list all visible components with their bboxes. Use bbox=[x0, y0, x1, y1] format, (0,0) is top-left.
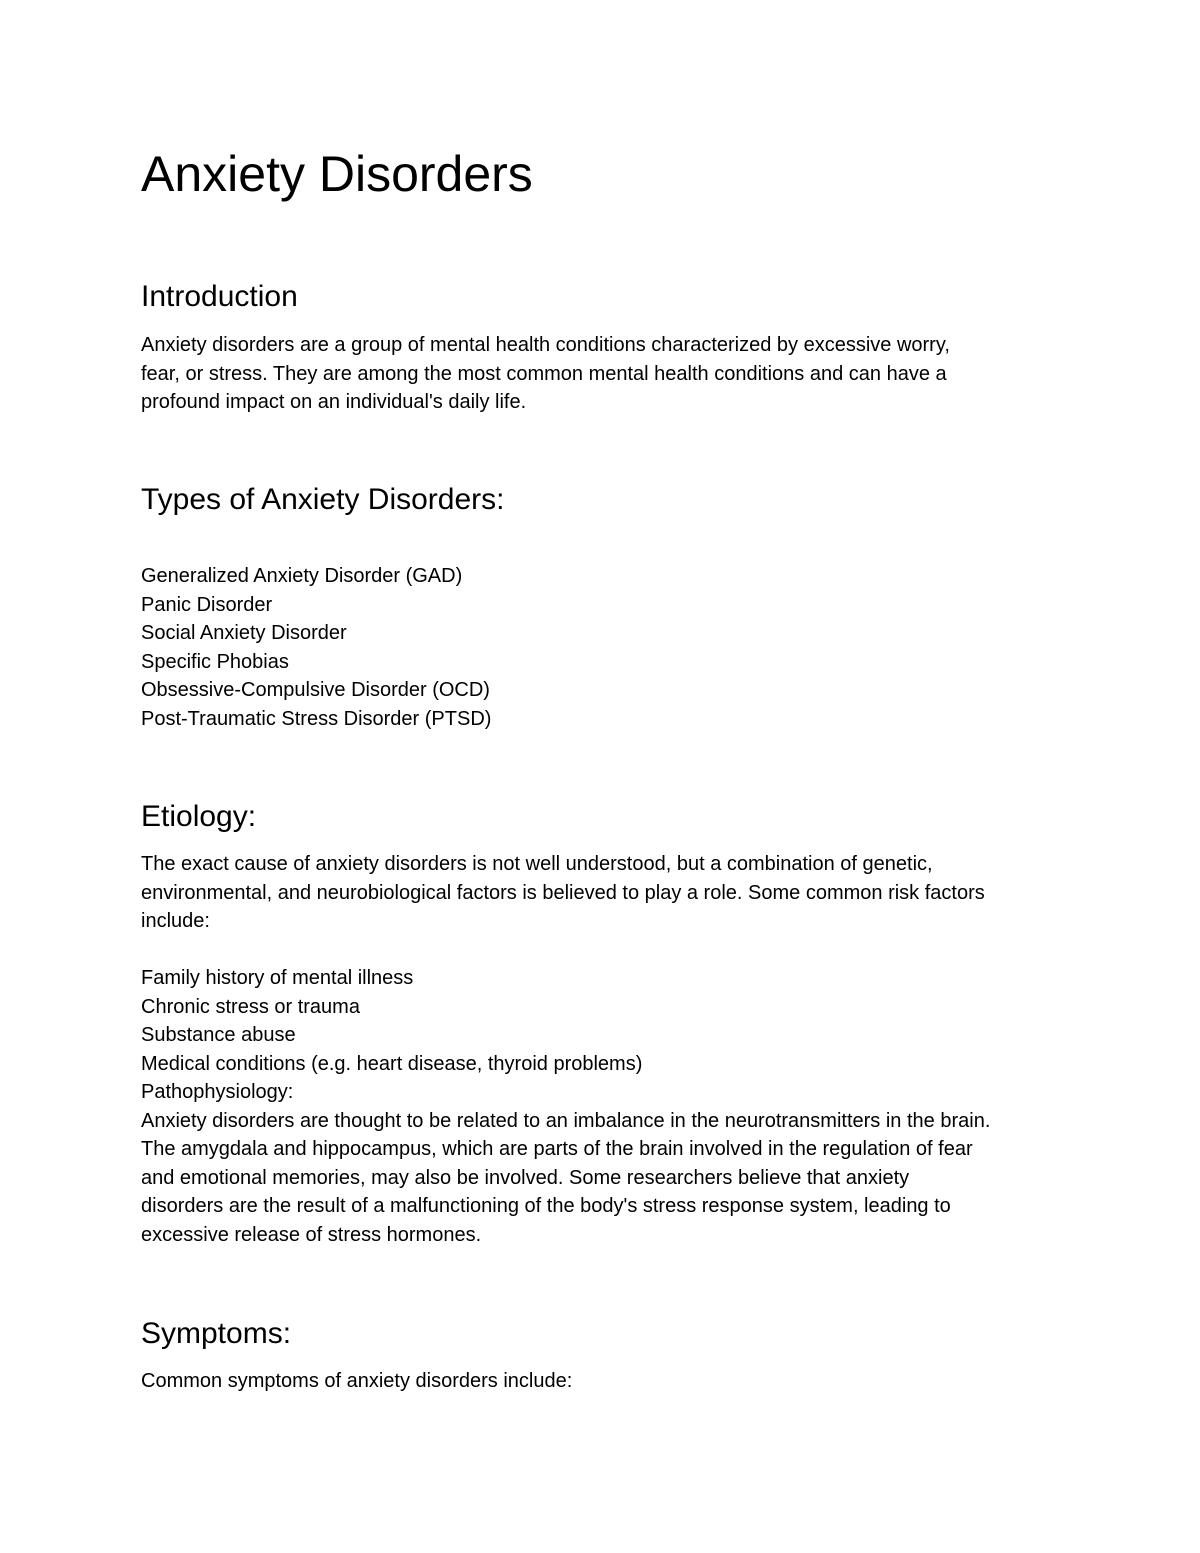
list-item: Generalized Anxiety Disorder (GAD) bbox=[141, 565, 463, 587]
list-item: Panic Disorder bbox=[141, 593, 273, 616]
introduction-paragraph bbox=[141, 331, 950, 417]
pathophysiology-line: disorders are the result of a malfunctioning of the body's stress response system, leading to bbox=[141, 1195, 951, 1218]
pathophysiology-line: and emotional memories, may also be involved. Some researchers believe that anxiety bbox=[141, 1166, 910, 1189]
pathophysiology-line: Anxiety disorders are thought to be related to an imbalance in the neurotransmitters in the brain. bbox=[141, 1109, 991, 1132]
etiology-line: environmental, and neurobiological factors is believed to play a role. Some common risk factors bbox=[141, 881, 985, 904]
types-heading: Types of Anxiety Disorders: bbox=[141, 483, 505, 516]
list-item: Post-Traumatic Stress Disorder (PTSD) bbox=[141, 707, 492, 730]
list-item: Family history of mental illness bbox=[141, 967, 414, 989]
pathophysiology-paragraph bbox=[141, 1078, 990, 1250]
pathophysiology-line: The amygdala and hippocampus, which are parts of the brain involved in the regulation of fear bbox=[141, 1138, 973, 1161]
list-item: Obsessive-Compulsive Disorder (OCD) bbox=[141, 679, 490, 702]
list-item: Chronic stress or trauma bbox=[141, 995, 360, 1018]
document-title: Anxiety Disorders bbox=[141, 146, 533, 202]
introduction-line: fear, or stress. They are among the most common mental health conditions and can have a bbox=[141, 362, 947, 385]
etiology-line: The exact cause of anxiety disorders is not well understood, but a combination of genetic, bbox=[141, 853, 933, 875]
list-item: Substance abuse bbox=[141, 1024, 296, 1047]
list-item: Social Anxiety Disorder bbox=[141, 622, 347, 645]
etiology-heading: Etiology: bbox=[141, 800, 257, 833]
list-item: Medical conditions (e.g. heart disease, thyroid problems) bbox=[141, 1052, 643, 1075]
introduction-line: Anxiety disorders are a group of mental health conditions characterized by excessive worry, bbox=[141, 334, 950, 356]
pathophysiology-line: excessive release of stress hormones. bbox=[141, 1223, 482, 1246]
pathophysiology-label: Pathophysiology: bbox=[141, 1081, 294, 1103]
risk-factors-list bbox=[141, 964, 642, 1078]
etiology-line: include: bbox=[141, 910, 210, 933]
introduction-heading: Introduction bbox=[141, 280, 298, 313]
etiology-intro-paragraph bbox=[141, 850, 985, 936]
introduction-line: profound impact on an individual's daily life. bbox=[141, 391, 527, 414]
types-list bbox=[141, 562, 491, 734]
symptoms-heading: Symptoms: bbox=[141, 1317, 292, 1350]
symptoms-intro: Common symptoms of anxiety disorders include: bbox=[141, 1370, 573, 1392]
list-item: Specific Phobias bbox=[141, 650, 289, 673]
